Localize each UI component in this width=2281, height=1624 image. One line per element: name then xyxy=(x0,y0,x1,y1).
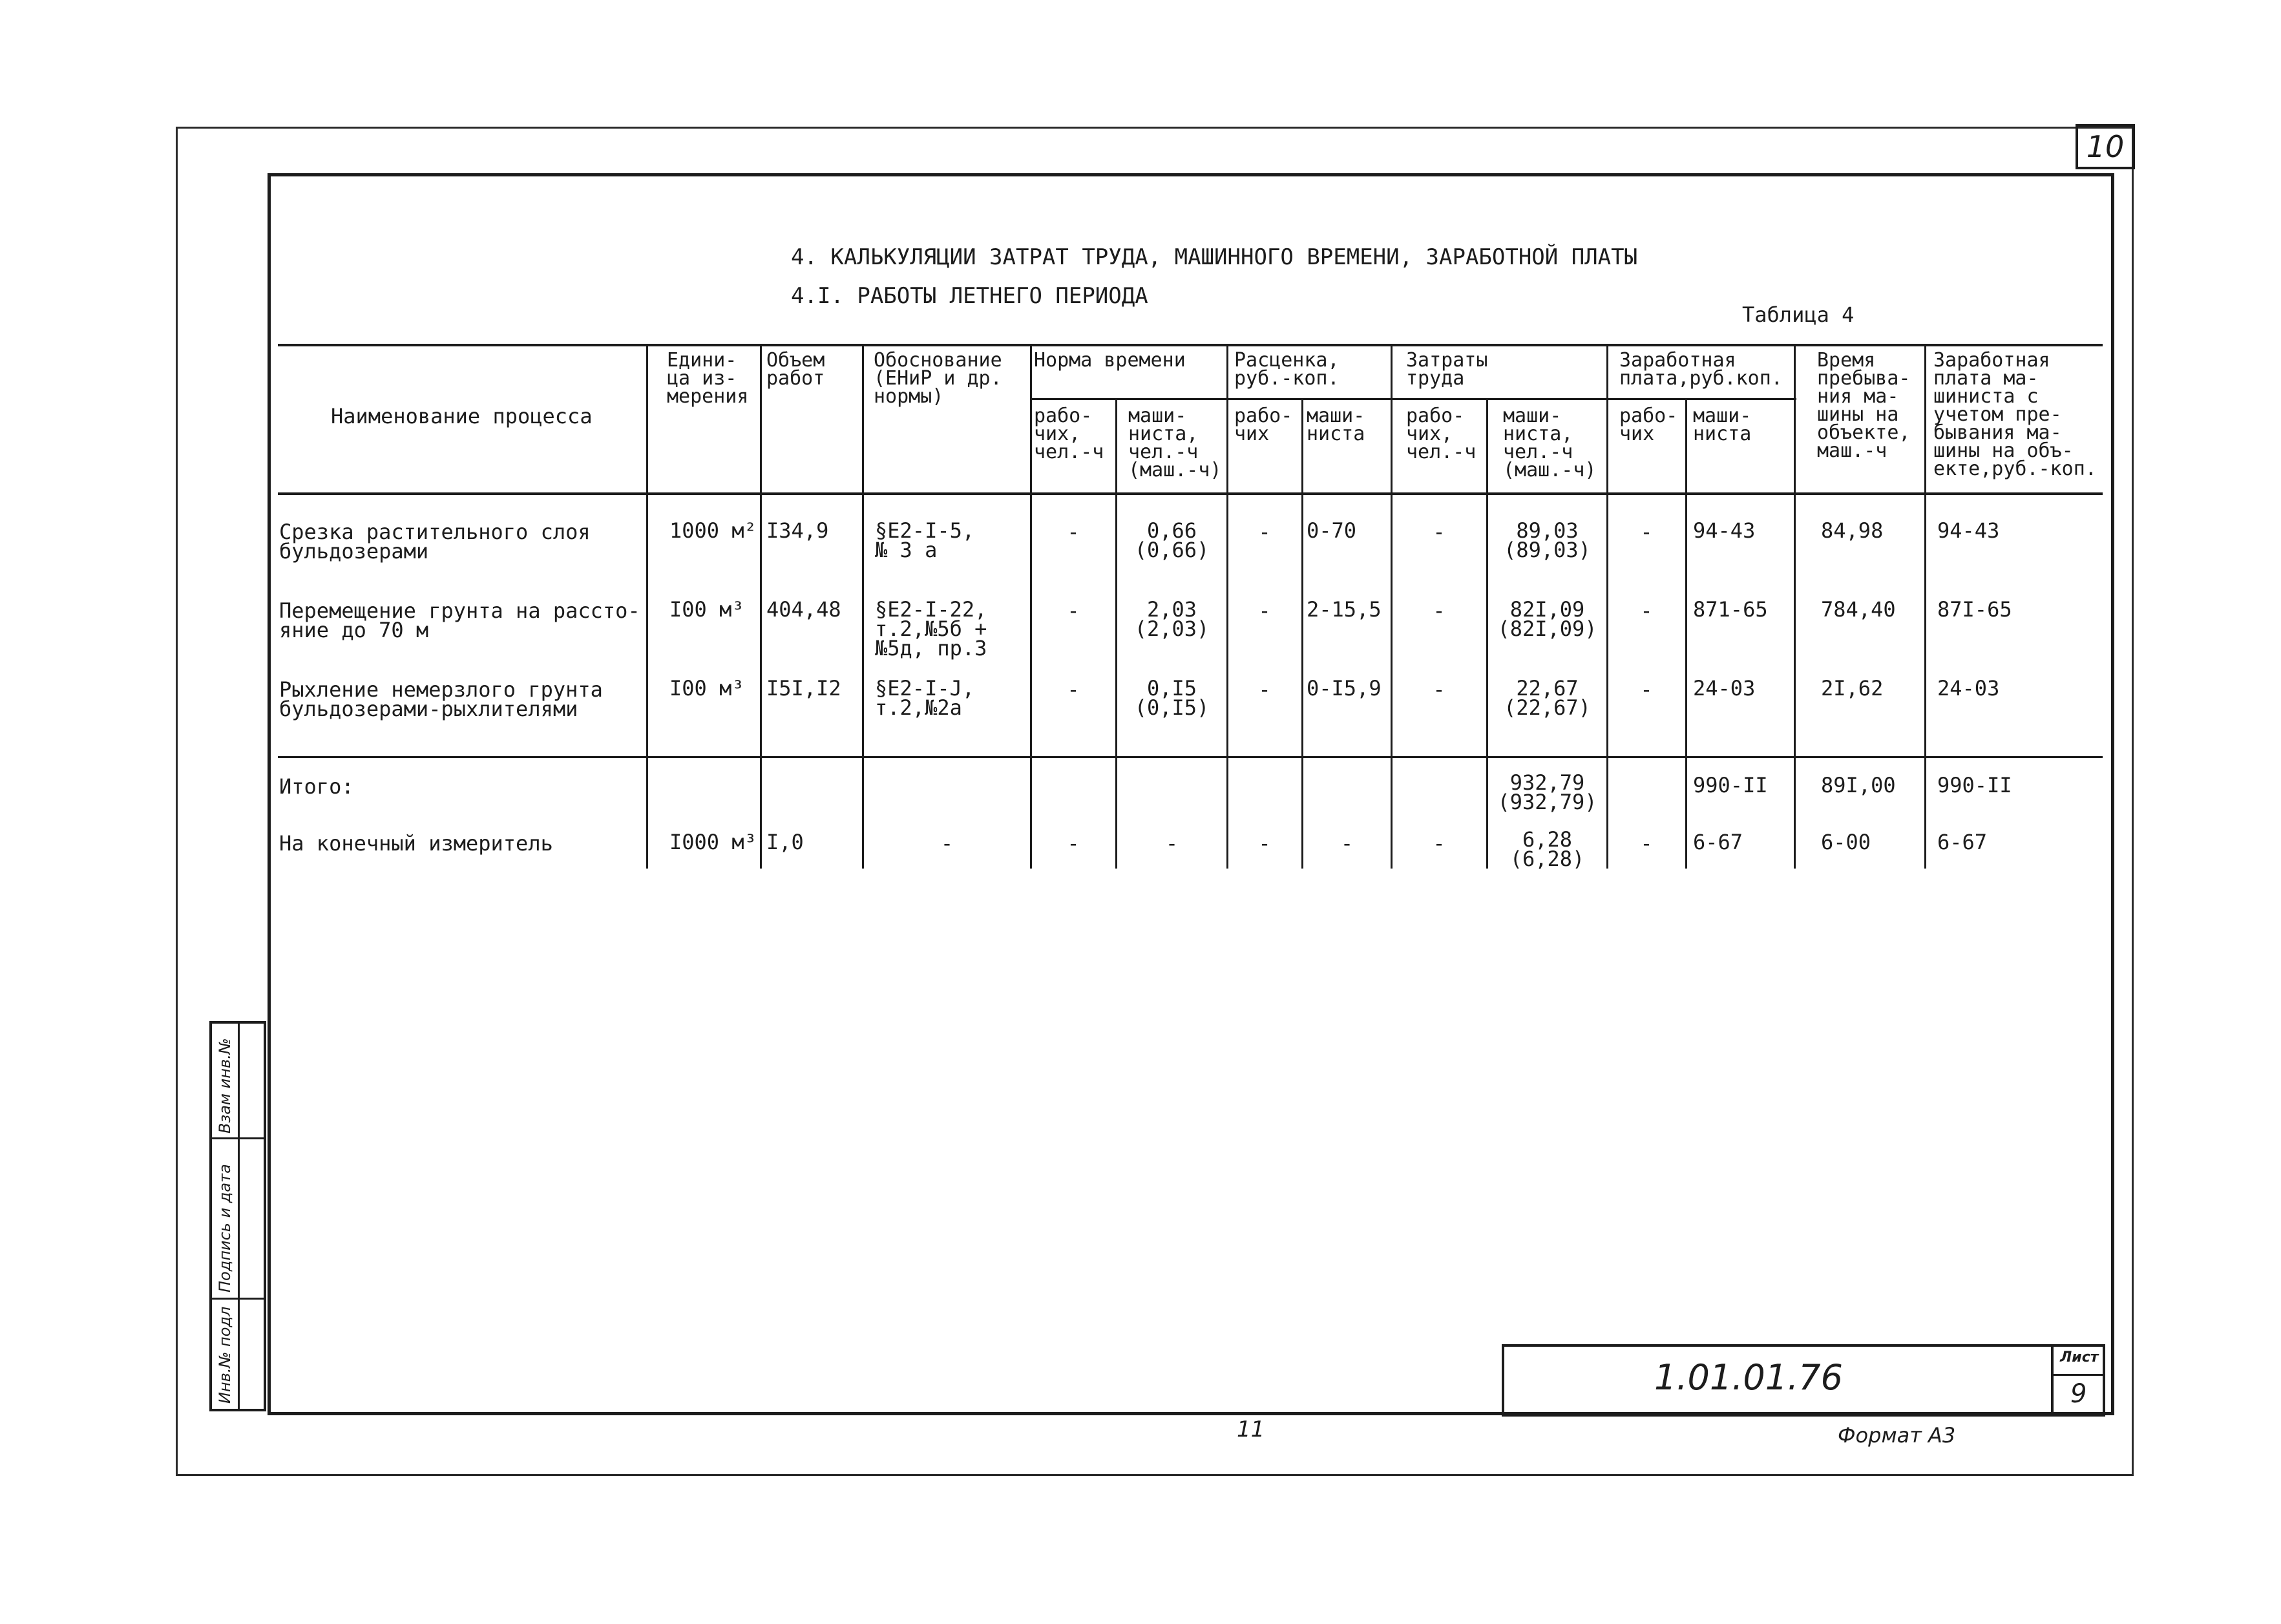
document-title: 4. КАЛЬКУЛЯЦИИ ЗАТРАТ ТРУДА, МАШИННОГО ВРЕМЕНИ, ЗАРАБОТНОЙ ПЛАТЫ xyxy=(791,244,1638,270)
cell-norm-workers: - xyxy=(1067,598,1080,623)
cell-basis: §Е2-I-J, т.2,№2а xyxy=(875,676,975,720)
cell-process: Срезка растительного слоя бульдозерами xyxy=(279,520,591,564)
final-meter-machine-time: 6-00 xyxy=(1821,830,1871,854)
cell-machinist-wage: 24-03 xyxy=(1937,676,2000,701)
total-label: Итого: xyxy=(279,774,354,799)
total-labor-machinist: 932,79 (932,79) xyxy=(1497,770,1597,814)
final-meter-norm-workers: - xyxy=(1067,831,1080,856)
header-labor-machinist: маши- ниста, чел.-ч (маш.-ч) xyxy=(1503,405,1597,481)
cell-machine-time: 84,98 xyxy=(1821,518,1884,543)
final-meter-rate-workers: - xyxy=(1258,831,1271,856)
header-labor: Затраты труда xyxy=(1406,349,1488,390)
cell-labor-workers: - xyxy=(1433,598,1445,623)
cell-unit: I00 м³ xyxy=(669,597,744,622)
final-meter-wage-workers: - xyxy=(1640,831,1653,856)
stamp-divider xyxy=(212,1298,264,1300)
total-machine-time: 89I,00 xyxy=(1821,773,1896,797)
cell-norm-machinist: 0,66 (0,66) xyxy=(1134,518,1210,562)
cell-rate-machinist: 0-70 xyxy=(1307,518,1357,543)
cell-norm-workers: - xyxy=(1067,520,1080,544)
final-meter-rate-machinist: - xyxy=(1340,831,1354,856)
title-block-divider xyxy=(2051,1347,2054,1414)
cell-wage-machinist: 24-03 xyxy=(1693,676,1756,701)
sheet-label: Лист xyxy=(2060,1349,2099,1366)
header-wage: Заработная плата,руб.коп. xyxy=(1619,349,1783,390)
header-bottom-rule xyxy=(278,492,2103,495)
cell-labor-workers: - xyxy=(1433,520,1445,544)
table-label: Таблица 4 xyxy=(1742,302,1855,327)
cell-wage-workers: - xyxy=(1640,520,1653,544)
col-divider xyxy=(760,344,762,869)
cell-process: Рыхление немерзлого грунта бульдозерами-рыхлителями xyxy=(279,677,603,721)
cell-wage-workers: - xyxy=(1640,598,1653,623)
stamp-divider xyxy=(238,1024,240,1409)
stamp-signature-date: Подпись и дата xyxy=(216,1164,234,1292)
cell-machinist-wage: 87I-65 xyxy=(1937,597,2012,622)
cell-machine-time: 784,40 xyxy=(1821,597,1896,622)
col-divider xyxy=(1685,398,1687,869)
title-block-divider xyxy=(2051,1374,2103,1376)
cell-norm-machinist: 0,I5 (0,I5) xyxy=(1134,676,1210,720)
page-number: 11 xyxy=(1237,1417,1265,1442)
cell-labor-machinist: 22,67 (22,67) xyxy=(1504,676,1591,720)
cell-process: Перемещение грунта на рассто- яние до 70 м xyxy=(279,598,640,642)
cell-unit: 1000 м² xyxy=(669,518,757,543)
cell-labor-workers: - xyxy=(1433,677,1445,702)
stamp-divider xyxy=(212,1137,264,1139)
final-meter-volume: I,0 xyxy=(766,830,804,854)
final-meter-machinist-wage: 6-67 xyxy=(1937,830,1988,854)
final-meter-labor-workers: - xyxy=(1433,831,1445,856)
cell-unit: I00 м³ xyxy=(669,676,744,701)
cell-norm-machinist: 2,03 (2,03) xyxy=(1134,597,1210,641)
col-divider xyxy=(1301,398,1303,869)
final-meter-wage-machinist: 6-67 xyxy=(1693,830,1743,854)
stamp-replace-inv: Взам инв.№ xyxy=(216,1038,234,1134)
cell-machinist-wage: 94-43 xyxy=(1937,518,2000,543)
subheader-rule xyxy=(1030,398,1796,400)
col-divider xyxy=(862,344,864,869)
cell-volume: 404,48 xyxy=(766,597,841,622)
cell-wage-machinist: 94-43 xyxy=(1693,518,1756,543)
sheet-number: 9 xyxy=(2070,1379,2087,1409)
final-meter-label: На конечный измеритель xyxy=(279,831,553,856)
final-meter-unit: I000 м³ xyxy=(669,830,757,854)
header-unit: Едини- ца из- мерения xyxy=(667,349,749,408)
header-machine-time: Время пребыва- ния ма- шины на объекте, маш.-ч xyxy=(1817,349,1911,462)
sheet-corner-number: 10 xyxy=(2076,124,2135,169)
total-rule xyxy=(278,756,2103,758)
cell-rate-workers: - xyxy=(1258,520,1271,544)
cell-labor-machinist: 82I,09 (82I,09) xyxy=(1497,597,1597,641)
final-meter-labor-machinist: 6,28 (6,28) xyxy=(1509,827,1585,871)
final-meter-basis: - xyxy=(940,831,954,856)
header-process: Наименование процесса xyxy=(331,404,593,428)
paper-format: Формат А3 xyxy=(1838,1423,1956,1448)
header-rate-machinist: маши- ниста xyxy=(1307,405,1365,445)
header-wage-workers: рабо- чих xyxy=(1619,405,1678,445)
header-volume: Объем работ xyxy=(766,349,825,390)
cell-volume: I34,9 xyxy=(766,518,829,543)
col-divider xyxy=(1794,344,1796,869)
document-code: 1.01.01.76 xyxy=(1654,1357,1843,1398)
cell-basis: §Е2-I-5, № 3 а xyxy=(875,518,975,562)
table-top-rule xyxy=(278,344,2103,346)
cell-rate-machinist: 2-15,5 xyxy=(1307,597,1382,622)
header-norm-machinist: маши- ниста, чел.-ч (маш.-ч) xyxy=(1128,405,1222,481)
cell-labor-machinist: 89,03 (89,03) xyxy=(1504,518,1591,562)
header-machinist-wage: Заработная плата ма- шиниста с учетом пре- бывания ма- шины на объ- екте,руб.-коп. xyxy=(1933,349,2097,480)
cell-machine-time: 2I,62 xyxy=(1821,676,1884,701)
total-wage-machinist: 990-II xyxy=(1693,773,1768,797)
header-basis: Обоснование (ЕНиР и др. нормы) xyxy=(874,349,1002,408)
cell-volume: I5I,I2 xyxy=(766,676,841,701)
cell-norm-workers: - xyxy=(1067,677,1080,702)
approval-stamp xyxy=(209,1021,266,1411)
cell-rate-workers: - xyxy=(1258,677,1271,702)
section-title: 4.I. РАБОТЫ ЛЕТНЕГО ПЕРИОДА xyxy=(791,283,1148,309)
header-norm: Норма времени xyxy=(1034,349,1186,372)
col-divider xyxy=(1924,344,1926,869)
cell-rate-machinist: 0-I5,9 xyxy=(1307,676,1382,701)
cell-wage-machinist: 871-65 xyxy=(1693,597,1768,622)
total-machinist-wage: 990-II xyxy=(1937,773,2012,797)
header-norm-workers: рабо- чих, чел.-ч xyxy=(1034,405,1104,463)
final-meter-norm-machinist: - xyxy=(1165,831,1179,856)
cell-basis: §Е2-I-22, т.2,№5б + №5д, пр.3 xyxy=(875,597,987,660)
header-wage-machinist: маши- ниста xyxy=(1693,405,1752,445)
header-labor-workers: рабо- чих, чел.-ч xyxy=(1406,405,1477,463)
col-divider xyxy=(646,344,648,869)
cell-wage-workers: - xyxy=(1640,677,1653,702)
stamp-inv-no: Инв.№ подл xyxy=(216,1306,234,1404)
header-rate: Расценка, руб.-коп. xyxy=(1234,349,1340,390)
header-rate-workers: рабо- чих xyxy=(1234,405,1293,445)
cell-rate-workers: - xyxy=(1258,598,1271,623)
